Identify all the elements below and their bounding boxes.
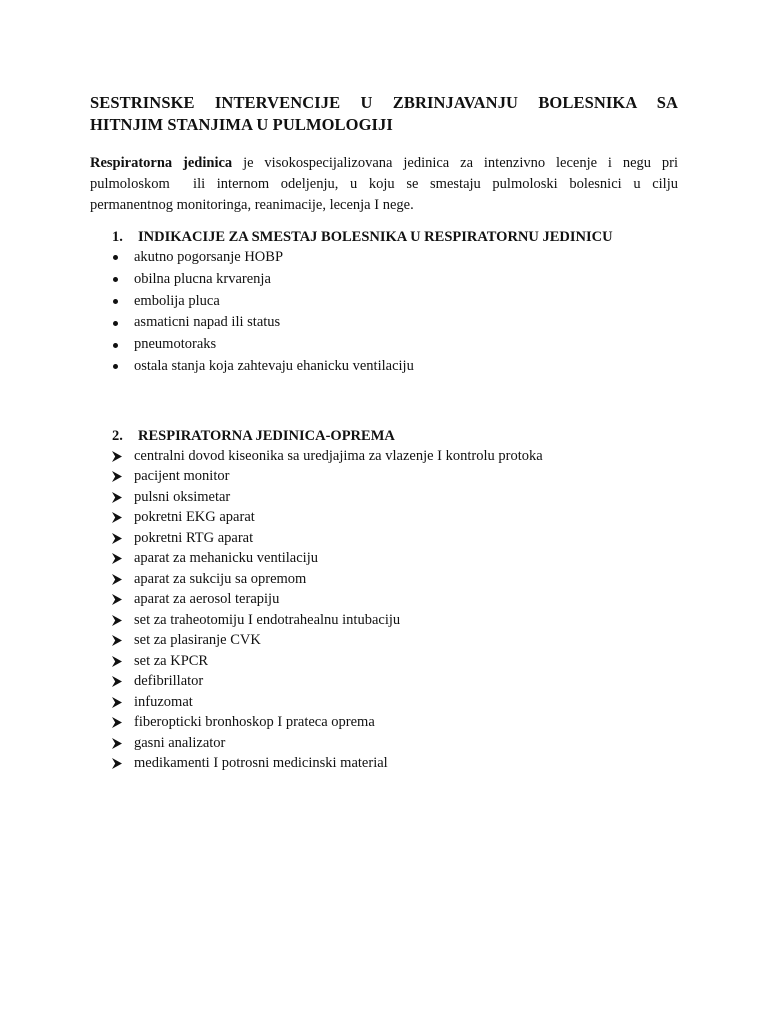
list-item	[90, 446, 678, 467]
list-item-text: set za traheotomiju I endotrahealnu intubaciju	[134, 611, 401, 628]
list-item	[90, 291, 678, 313]
list-item-text: set za KPCR	[134, 652, 209, 669]
section-1-heading	[90, 227, 678, 247]
list-item	[90, 651, 678, 672]
list-item-text: centralni dovod kiseonika sa uredjajima za vlazenje I kontrolu protoka	[134, 447, 543, 464]
section-1-list	[90, 247, 678, 378]
arrow-bullet-icon	[112, 615, 134, 626]
list-item	[90, 753, 678, 774]
list-item	[90, 630, 678, 651]
arrow-bullet-icon	[112, 553, 134, 564]
arrow-bullet-icon	[112, 635, 134, 646]
list-item-text: aparat za sukciju sa opremom	[134, 570, 307, 587]
section-2-list	[90, 446, 678, 774]
arrow-bullet-icon	[112, 533, 134, 544]
list-item-text: gasni analizator	[134, 734, 226, 751]
list-item	[90, 247, 678, 269]
list-item	[90, 312, 678, 334]
document-title-line-1: SESTRINSKE INTERVENCIJE U ZBRINJAVANJU BOLESNIKA SA	[90, 93, 678, 112]
bullet-dot-icon	[112, 364, 134, 369]
list-item-text: pokretni EKG aparat	[134, 509, 255, 526]
list-item	[90, 487, 678, 508]
intro-paragraph	[90, 153, 678, 216]
arrow-bullet-icon	[112, 656, 134, 667]
list-item-text: aparat za aerosol terapiju	[134, 591, 280, 608]
list-item-text: infuzomat	[134, 693, 193, 710]
list-item-text: embolija pluca	[134, 292, 220, 309]
list-item	[90, 733, 678, 754]
section-2-heading	[90, 426, 678, 446]
list-item-text: medikamenti I potrosni medicinski material	[134, 755, 388, 772]
intro-bold-term: Respiratorna jedinica	[90, 155, 233, 171]
list-item	[90, 692, 678, 713]
list-item	[90, 334, 678, 356]
list-item-text: set za plasiranje CVK	[134, 632, 261, 649]
document-title	[90, 92, 678, 136]
arrow-bullet-icon	[112, 697, 134, 708]
list-item-text: defibrillator	[134, 673, 204, 690]
list-item-text: pulsni oksimetar	[134, 488, 231, 505]
arrow-bullet-icon	[112, 717, 134, 728]
arrow-bullet-icon	[112, 512, 134, 523]
bullet-dot-icon	[112, 343, 134, 348]
document-title-line-2: HITNJIM STANJIMA U PULMOLOGIJI	[90, 115, 393, 134]
section-2-number: 2.	[112, 427, 123, 444]
list-item	[90, 507, 678, 528]
arrow-bullet-icon	[112, 758, 134, 769]
intro-line-1-text: je visokospecijalizovana jedinica za intenzivno lecenje i negu pri	[243, 155, 679, 171]
list-item	[90, 712, 678, 733]
arrow-bullet-icon	[112, 492, 134, 503]
intro-line-2: pulmoloskom ili internom odeljenju, u koju se smestaju pulmoloski bolesnici u cilju	[90, 176, 678, 192]
bullet-dot-icon	[112, 299, 134, 304]
arrow-bullet-icon	[112, 676, 134, 687]
list-item-text: pokretni RTG aparat	[134, 529, 254, 546]
list-item	[90, 528, 678, 549]
bullet-dot-icon	[112, 321, 134, 326]
list-item	[90, 671, 678, 692]
intro-line-1	[90, 153, 678, 174]
list-item-text: asmaticni napad ili status	[134, 314, 281, 331]
intro-line-3: permanentnog monitoringa, reanimacije, lecenja I nege.	[90, 197, 414, 213]
list-item-text: obilna plucna krvarenja	[134, 270, 271, 287]
list-item	[90, 610, 678, 631]
list-item-text: akutno pogorsanje HOBP	[134, 249, 284, 265]
bullet-dot-icon	[112, 277, 134, 282]
list-item-text: fiberopticki bronhoskop I prateca oprema	[134, 714, 375, 731]
section-1-title: INDIKACIJE ZA SMESTAJ BOLESNIKA U RESPIRATORNU JEDINICU	[138, 229, 613, 245]
section-2-title: RESPIRATORNA JEDINICA-OPREMA	[138, 427, 395, 444]
arrow-bullet-icon	[112, 574, 134, 585]
list-item	[90, 356, 678, 378]
list-item	[90, 589, 678, 610]
arrow-bullet-icon	[112, 451, 134, 462]
arrow-bullet-icon	[112, 471, 134, 482]
bullet-dot-icon	[112, 255, 134, 260]
list-item	[90, 548, 678, 569]
list-item	[90, 569, 678, 590]
list-item-text: aparat za mehanicku ventilaciju	[134, 550, 318, 567]
list-item	[90, 466, 678, 487]
document-page	[90, 92, 678, 774]
list-item-text: pacijent monitor	[134, 468, 230, 485]
arrow-bullet-icon	[112, 594, 134, 605]
list-item-text: pneumotoraks	[134, 336, 217, 353]
section-1-number: 1.	[112, 229, 123, 245]
list-item-text: ostala stanja koja zahtevaju ehanicku ventilaciju	[134, 357, 414, 374]
arrow-bullet-icon	[112, 738, 134, 749]
list-item	[90, 269, 678, 291]
